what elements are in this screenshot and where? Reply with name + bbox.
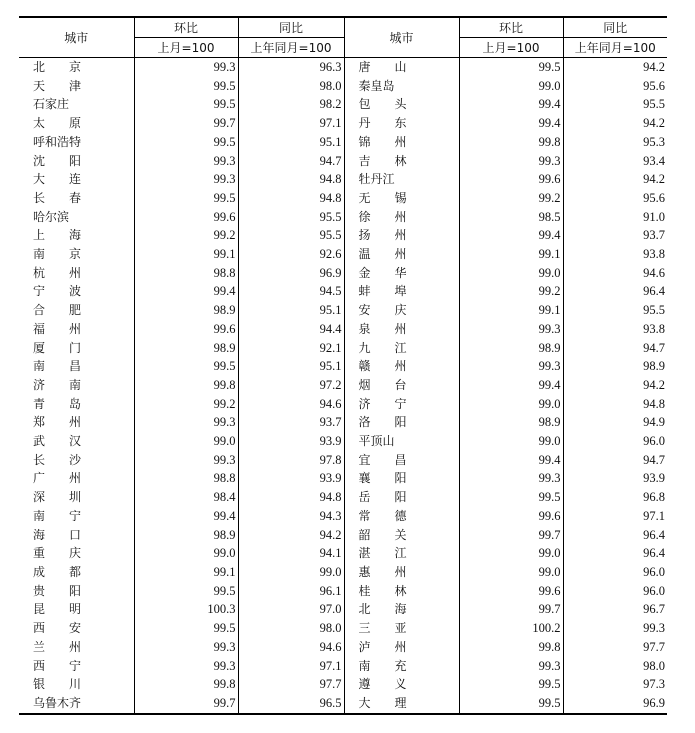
cell-city-right: 襄 阳 — [344, 469, 459, 488]
cell-mom-left: 99.5 — [134, 77, 238, 96]
cell-mom-right: 99.6 — [459, 170, 563, 189]
table-row — [19, 544, 667, 563]
cell-city-right: 桂 林 — [344, 582, 459, 601]
cell-yoy-left: 94.6 — [238, 395, 344, 414]
cell-yoy-right: 96.0 — [643, 564, 665, 579]
table-row — [19, 114, 667, 133]
cell-mom-left: 99.3 — [134, 657, 238, 676]
cell-yoy-right: 94.2 — [643, 377, 665, 392]
cell-city-left: 石家庄 — [19, 95, 134, 114]
cell-city-right: 南 充 — [344, 657, 459, 676]
cell-city-left: 宁 波 — [19, 282, 134, 301]
cell-mom-left: 99.5 — [134, 357, 238, 376]
table-row — [19, 95, 667, 114]
cell-mom-left: 98.9 — [134, 526, 238, 545]
cell-yoy-right: 93.8 — [643, 247, 665, 262]
cell-yoy-left: 96.9 — [238, 264, 344, 283]
cell-city-left: 海 口 — [19, 526, 134, 545]
cell-city-right: 牡丹江 — [344, 170, 459, 189]
cell-city-left: 银 川 — [19, 675, 134, 694]
cell-mom-left: 99.4 — [134, 282, 238, 301]
cell-city-left: 哈尔滨 — [19, 208, 134, 227]
cell-yoy-right: 91.0 — [643, 209, 665, 224]
cell-mom-left: 99.5 — [134, 582, 238, 601]
cell-city-left: 上 海 — [19, 226, 134, 245]
table-row — [19, 469, 667, 488]
cell-mom-left: 99.1 — [134, 245, 238, 264]
cell-city-left: 广 州 — [19, 469, 134, 488]
cell-mom-right: 99.2 — [459, 189, 563, 208]
cell-mom-left: 99.3 — [134, 638, 238, 657]
cell-mom-right: 99.5 — [459, 694, 563, 714]
cell-yoy-left: 94.3 — [238, 507, 344, 526]
cell-city-left: 合 肥 — [19, 301, 134, 320]
cell-mom-right: 99.3 — [459, 657, 563, 676]
table-row — [19, 301, 667, 320]
cell-city-right: 宜 昌 — [344, 451, 459, 470]
cell-yoy-right: 94.9 — [643, 415, 665, 430]
table-row — [19, 526, 667, 545]
table-row — [19, 357, 667, 376]
cell-mom-right: 99.0 — [459, 544, 563, 563]
cell-city-right: 丹 东 — [344, 114, 459, 133]
cell-city-left: 南 京 — [19, 245, 134, 264]
cell-yoy-right: 95.5 — [643, 303, 665, 318]
cell-mom-left: 99.3 — [134, 58, 238, 77]
cell-city-left: 乌鲁木齐 — [19, 694, 134, 714]
cell-yoy-left: 97.0 — [238, 600, 344, 619]
cell-mom-right: 98.9 — [459, 413, 563, 432]
cell-city-left: 北 京 — [19, 58, 134, 77]
cell-mom-right: 99.4 — [459, 451, 563, 470]
header-mom-right: 环比 — [459, 17, 563, 38]
cell-yoy-right: 96.4 — [643, 546, 665, 561]
cell-yoy-left: 93.9 — [238, 432, 344, 451]
cell-city-left: 长 春 — [19, 189, 134, 208]
cell-mom-right: 99.8 — [459, 638, 563, 657]
table-row — [19, 600, 667, 619]
cell-city-right: 包 头 — [344, 95, 459, 114]
cell-yoy-right: 93.4 — [643, 153, 665, 168]
cell-city-right: 吉 林 — [344, 152, 459, 171]
cell-city-left: 西 宁 — [19, 657, 134, 676]
cell-city-right: 徐 州 — [344, 208, 459, 227]
cell-city-right: 湛 江 — [344, 544, 459, 563]
cell-yoy-right: 96.4 — [643, 527, 665, 542]
cell-yoy-right: 94.2 — [643, 60, 665, 74]
cell-city-right: 秦皇岛 — [344, 77, 459, 96]
cell-mom-left: 99.1 — [134, 563, 238, 582]
cell-yoy-left: 94.7 — [238, 152, 344, 171]
table-row — [19, 226, 667, 245]
cell-yoy-right: 96.9 — [563, 694, 667, 714]
cell-mom-left: 99.0 — [134, 432, 238, 451]
cell-mom-left: 98.9 — [134, 301, 238, 320]
table-row — [19, 58, 667, 77]
cell-city-right: 扬 州 — [344, 226, 459, 245]
cell-mom-right: 99.4 — [459, 226, 563, 245]
cell-mom-right: 99.5 — [459, 58, 563, 77]
cell-mom-left: 98.8 — [134, 264, 238, 283]
table-row — [19, 507, 667, 526]
cell-mom-left: 99.5 — [134, 133, 238, 152]
table-row — [19, 563, 667, 582]
table-row — [19, 208, 667, 227]
cell-yoy-left: 98.0 — [238, 619, 344, 638]
cell-city-right: 北 海 — [344, 600, 459, 619]
cell-city-left: 青 岛 — [19, 395, 134, 414]
cell-yoy-left: 96.5 — [238, 694, 344, 714]
cell-city-left: 呼和浩特 — [19, 133, 134, 152]
cell-yoy-left: 98.0 — [238, 77, 344, 96]
cell-yoy-left: 94.4 — [238, 320, 344, 339]
cell-yoy-left: 99.0 — [238, 563, 344, 582]
cell-mom-left: 99.3 — [134, 413, 238, 432]
header-yoy-right: 同比 — [563, 17, 667, 38]
cell-mom-right: 99.4 — [459, 376, 563, 395]
cell-yoy-right: 96.0 — [643, 434, 665, 449]
cell-mom-left: 99.5 — [134, 189, 238, 208]
cell-city-right: 大 理 — [344, 694, 459, 714]
cell-yoy-left: 97.7 — [238, 675, 344, 694]
cell-yoy-left: 95.1 — [238, 357, 344, 376]
cell-yoy-left: 93.9 — [238, 469, 344, 488]
cell-mom-left: 100.3 — [134, 600, 238, 619]
cell-yoy-left: 94.8 — [238, 488, 344, 507]
table-row — [19, 282, 667, 301]
cell-yoy-right: 95.5 — [643, 97, 665, 112]
cell-city-right: 蚌 埠 — [344, 282, 459, 301]
cell-yoy-right: 96.4 — [643, 284, 665, 299]
cell-mom-left: 99.3 — [134, 170, 238, 189]
cell-mom-left: 99.2 — [134, 226, 238, 245]
cell-yoy-left: 97.1 — [238, 114, 344, 133]
cell-yoy-right: 93.8 — [643, 321, 665, 336]
table-row — [19, 582, 667, 601]
cell-yoy-right: 94.7 — [643, 340, 665, 355]
cell-city-left: 杭 州 — [19, 264, 134, 283]
cell-mom-right: 99.3 — [459, 152, 563, 171]
cell-yoy-right: 93.7 — [643, 228, 665, 243]
cell-city-left: 太 原 — [19, 114, 134, 133]
cell-yoy-right: 97.7 — [643, 639, 665, 654]
cell-mom-right: 100.2 — [459, 619, 563, 638]
cell-city-left: 重 庆 — [19, 544, 134, 563]
cell-mom-right: 99.1 — [459, 245, 563, 264]
cell-mom-right: 99.4 — [459, 114, 563, 133]
cell-city-right: 九 江 — [344, 339, 459, 358]
cell-city-right: 韶 关 — [344, 526, 459, 545]
cell-city-right: 平顶山 — [344, 432, 459, 451]
cell-yoy-left: 97.1 — [238, 657, 344, 676]
cell-city-left: 南 宁 — [19, 507, 134, 526]
cell-yoy-left: 97.8 — [238, 451, 344, 470]
cell-mom-right: 99.0 — [459, 264, 563, 283]
cell-city-right: 岳 阳 — [344, 488, 459, 507]
cell-mom-right: 99.0 — [459, 432, 563, 451]
cell-yoy-left: 97.2 — [238, 376, 344, 395]
cell-yoy-right: 95.6 — [643, 78, 665, 93]
cell-mom-right: 99.2 — [459, 282, 563, 301]
header-mom-base-right: 上月=100 — [459, 38, 563, 58]
header-city-right: 城市 — [344, 17, 459, 58]
cell-mom-left: 99.3 — [134, 152, 238, 171]
cell-city-right: 洛 阳 — [344, 413, 459, 432]
cell-yoy-right: 94.2 — [643, 172, 665, 187]
cell-city-left: 大 连 — [19, 170, 134, 189]
cell-yoy-left: 95.1 — [238, 133, 344, 152]
cell-city-left: 深 圳 — [19, 488, 134, 507]
cell-yoy-right: 98.9 — [643, 359, 665, 374]
cell-mom-left: 98.8 — [134, 469, 238, 488]
cell-mom-right: 99.0 — [459, 563, 563, 582]
cell-mom-left: 99.8 — [134, 675, 238, 694]
table-row — [19, 245, 667, 264]
cell-yoy-right: 93.9 — [643, 471, 665, 486]
cell-city-right: 泉 州 — [344, 320, 459, 339]
table-row — [19, 339, 667, 358]
header-yoy-base-left: 上年同月=100 — [238, 38, 344, 58]
cell-city-left: 沈 阳 — [19, 152, 134, 171]
cell-city-right: 遵 义 — [344, 675, 459, 694]
cell-yoy-left: 94.2 — [238, 526, 344, 545]
header-mom-left: 环比 — [134, 17, 238, 38]
cell-mom-right: 99.0 — [459, 77, 563, 96]
cell-mom-left: 99.7 — [134, 114, 238, 133]
table-row — [19, 451, 667, 470]
table-row — [19, 170, 667, 189]
table-row — [19, 619, 667, 638]
cell-yoy-right: 96.0 — [643, 583, 665, 598]
cell-mom-right: 99.0 — [459, 395, 563, 414]
cell-yoy-right: 94.7 — [643, 452, 665, 467]
cell-yoy-right: 99.3 — [643, 621, 665, 636]
cell-mom-left: 99.2 — [134, 395, 238, 414]
cell-yoy-left: 96.3 — [238, 58, 344, 77]
cell-city-left: 贵 阳 — [19, 582, 134, 601]
cell-city-right: 赣 州 — [344, 357, 459, 376]
table-row — [19, 488, 667, 507]
cell-city-right: 三 亚 — [344, 619, 459, 638]
cell-yoy-left: 94.1 — [238, 544, 344, 563]
cell-mom-right: 99.6 — [459, 582, 563, 601]
cell-city-left: 兰 州 — [19, 638, 134, 657]
table-row — [19, 376, 667, 395]
table-row — [19, 264, 667, 283]
cell-yoy-right: 95.6 — [643, 190, 665, 205]
cell-city-right: 锦 州 — [344, 133, 459, 152]
cell-mom-right: 99.8 — [459, 133, 563, 152]
cell-yoy-left: 95.1 — [238, 301, 344, 320]
cell-mom-left: 99.8 — [134, 376, 238, 395]
cell-city-left: 天 津 — [19, 77, 134, 96]
cell-yoy-left: 93.7 — [238, 413, 344, 432]
cell-mom-right: 99.5 — [459, 675, 563, 694]
cell-yoy-right: 94.6 — [643, 265, 665, 280]
cell-city-right: 温 州 — [344, 245, 459, 264]
cell-yoy-left: 92.6 — [238, 245, 344, 264]
cell-mom-right: 99.6 — [459, 507, 563, 526]
cell-yoy-right: 94.8 — [643, 396, 665, 411]
cell-city-right: 济 宁 — [344, 395, 459, 414]
cell-mom-right: 98.5 — [459, 208, 563, 227]
cell-city-left: 西 安 — [19, 619, 134, 638]
cell-mom-right: 99.4 — [459, 95, 563, 114]
cell-yoy-left: 94.5 — [238, 282, 344, 301]
table-row — [19, 152, 667, 171]
cell-mom-left: 99.6 — [134, 320, 238, 339]
cell-yoy-left: 94.6 — [238, 638, 344, 657]
cell-city-left: 武 汉 — [19, 432, 134, 451]
header-city-left: 城市 — [19, 17, 134, 58]
cell-city-left: 成 都 — [19, 563, 134, 582]
table-row — [19, 413, 667, 432]
header-yoy-left: 同比 — [238, 17, 344, 38]
cell-yoy-left: 98.2 — [238, 95, 344, 114]
cell-mom-left: 99.0 — [134, 544, 238, 563]
cell-city-left: 南 昌 — [19, 357, 134, 376]
table-row — [19, 320, 667, 339]
cell-mom-left: 99.5 — [134, 619, 238, 638]
table-row — [19, 675, 667, 694]
cell-city-right: 唐 山 — [344, 58, 459, 77]
cell-mom-right: 99.7 — [459, 526, 563, 545]
header-yoy-base-right: 上年同月=100 — [563, 38, 667, 58]
header-mom-base-left: 上月=100 — [134, 38, 238, 58]
cell-city-right: 常 德 — [344, 507, 459, 526]
table-row — [19, 395, 667, 414]
cell-mom-left: 99.5 — [134, 95, 238, 114]
table-row — [19, 638, 667, 657]
cell-yoy-left: 94.8 — [238, 189, 344, 208]
table-row — [19, 77, 667, 96]
cell-yoy-right: 97.1 — [643, 508, 665, 523]
table-row — [19, 657, 667, 676]
cell-mom-right: 99.5 — [459, 488, 563, 507]
cell-yoy-right: 96.7 — [643, 602, 665, 617]
cell-mom-left: 99.4 — [134, 507, 238, 526]
cell-yoy-left: 92.1 — [238, 339, 344, 358]
cell-mom-right: 99.3 — [459, 320, 563, 339]
cell-yoy-left: 94.8 — [238, 170, 344, 189]
cell-city-left: 厦 门 — [19, 339, 134, 358]
cell-city-right: 安 庆 — [344, 301, 459, 320]
cell-mom-right: 99.3 — [459, 357, 563, 376]
cell-city-left: 济 南 — [19, 376, 134, 395]
cell-mom-left: 99.7 — [134, 694, 238, 714]
table-row — [19, 189, 667, 208]
cell-city-right: 烟 台 — [344, 376, 459, 395]
cell-yoy-right: 94.2 — [643, 116, 665, 131]
cell-mom-left: 99.3 — [134, 451, 238, 470]
cell-city-right: 无 锡 — [344, 189, 459, 208]
cell-city-right: 泸 州 — [344, 638, 459, 657]
cell-mom-left: 98.9 — [134, 339, 238, 358]
table-row — [19, 694, 667, 714]
cell-city-left: 昆 明 — [19, 600, 134, 619]
cell-mom-left: 99.6 — [134, 208, 238, 227]
cell-yoy-right: 95.3 — [643, 134, 665, 149]
cell-city-left: 郑 州 — [19, 413, 134, 432]
cell-mom-right: 99.1 — [459, 301, 563, 320]
price-index-table — [19, 16, 667, 715]
cell-city-right: 金 华 — [344, 264, 459, 283]
cell-city-left: 长 沙 — [19, 451, 134, 470]
cell-yoy-right: 98.0 — [643, 658, 665, 673]
cell-mom-right: 98.9 — [459, 339, 563, 358]
cell-mom-left: 98.4 — [134, 488, 238, 507]
table-body — [19, 58, 667, 714]
table-row — [19, 133, 667, 152]
cell-yoy-right: 97.3 — [643, 677, 665, 692]
cell-city-left: 福 州 — [19, 320, 134, 339]
cell-yoy-left: 96.1 — [238, 582, 344, 601]
cell-yoy-left: 95.5 — [238, 208, 344, 227]
cell-mom-right: 99.7 — [459, 600, 563, 619]
cell-city-right: 惠 州 — [344, 563, 459, 582]
cell-yoy-right: 96.8 — [643, 490, 665, 505]
table-row — [19, 432, 667, 451]
cell-yoy-left: 95.5 — [238, 226, 344, 245]
cell-mom-right: 99.3 — [459, 469, 563, 488]
